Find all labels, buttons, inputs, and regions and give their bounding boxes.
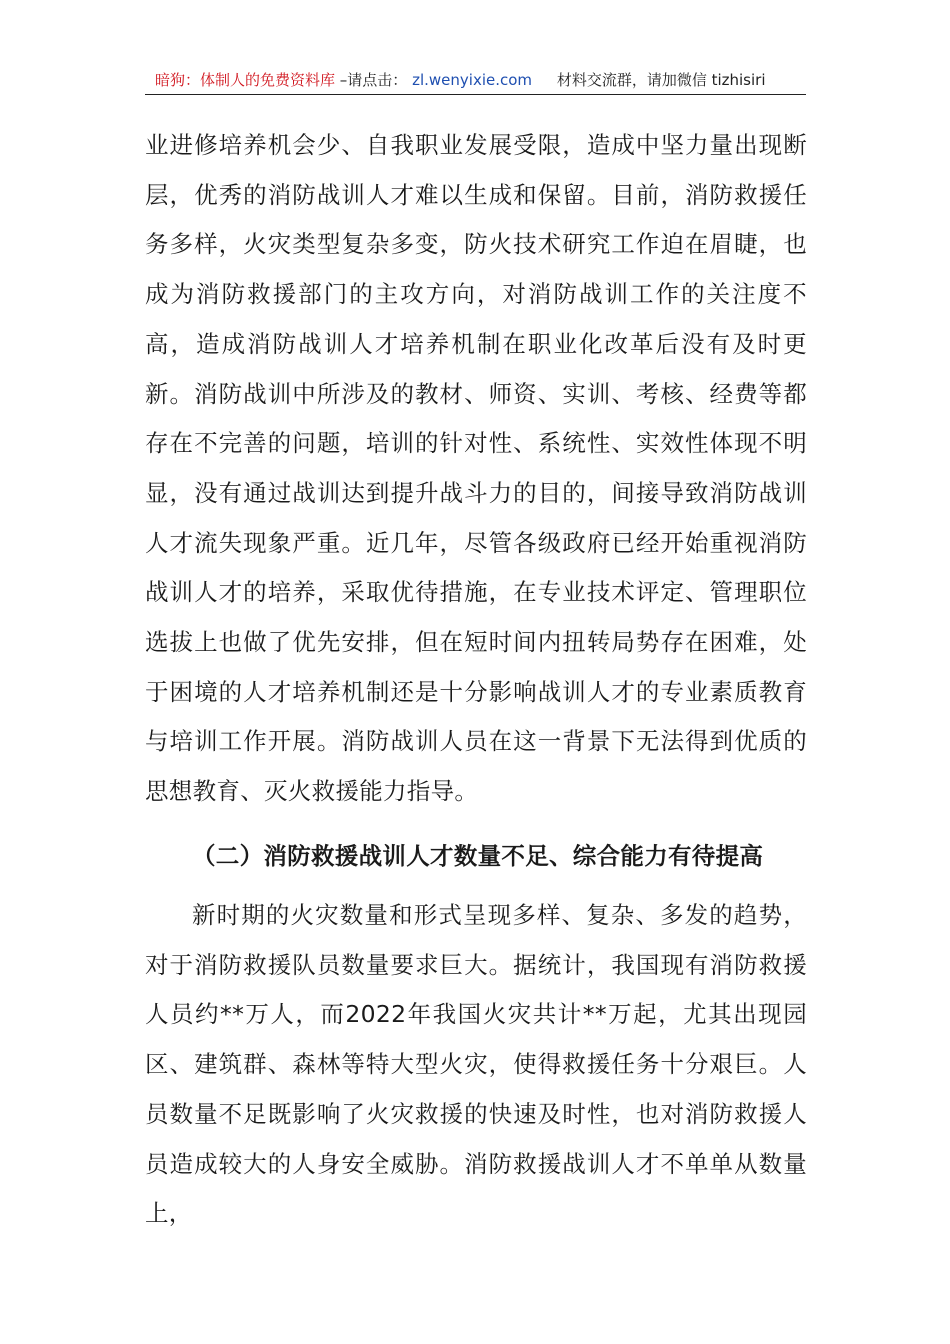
section-heading: （二）消防救援战训人才数量不足、综合能力有待提高	[192, 842, 764, 870]
header-url-link[interactable]: zl.wenyixie.com	[412, 71, 533, 89]
header-click-prompt: –请点击：	[339, 71, 408, 89]
header-group-note: 材料交流群，请加微信 tizhisiri	[556, 71, 766, 89]
body-paragraph-1: 业进修培养机会少、自我职业发展受限，造成中坚力量出现断层，优秀的消防战训人才难以生成和保留。目前，消防救援任务多样，火灾类型复杂多变，防火技术研究工作迫在眉睫，也成为消防救援部门的主攻方向，对消防战训工作的关注度不高，造成消防战训人才培养机制在职业化改革后没有及时更新。消防战训中所涉及的教材、师资、实训、考核、经费等都存在不完善的问题，培训的针对性、系统性、实效性体现不明显，没有通过战训达到提升战斗力的目的，间接导致消防战训人才流失现象严重。近几年，尽管各级政府已经开始重视消防战训人才的培养，采取优待措施，在专业技术评定、管理职位选拔上也做了优先安排，但在短时间内扭转局势存在困难，处于困境的人才培养机制还是十分影响战训人才的专业素质教育与培训工作开展。消防战训人员在这一背景下无法得到优质的思想教育、灭火救援能力指导。	[145, 131, 807, 806]
body-paragraph-2: 新时期的火灾数量和形式呈现多样、复杂、多发的趋势，对于消防救援队员数量要求巨大。据统计，我国现有消防救援人员约**万人，而2022年我国火灾共计**万起，尤其出现园区、建筑群、森林等特大型火灾，使得救援任务十分艰巨。人员数量不足既影响了火灾救援的快速及时性，也对消防救援人员造成较大的人身安全威胁。消防救援战训人才不单单从数量上，	[145, 901, 807, 1228]
page-header	[145, 68, 806, 95]
header-site-name: 暗狗：体制人的免费资料库	[155, 71, 336, 89]
